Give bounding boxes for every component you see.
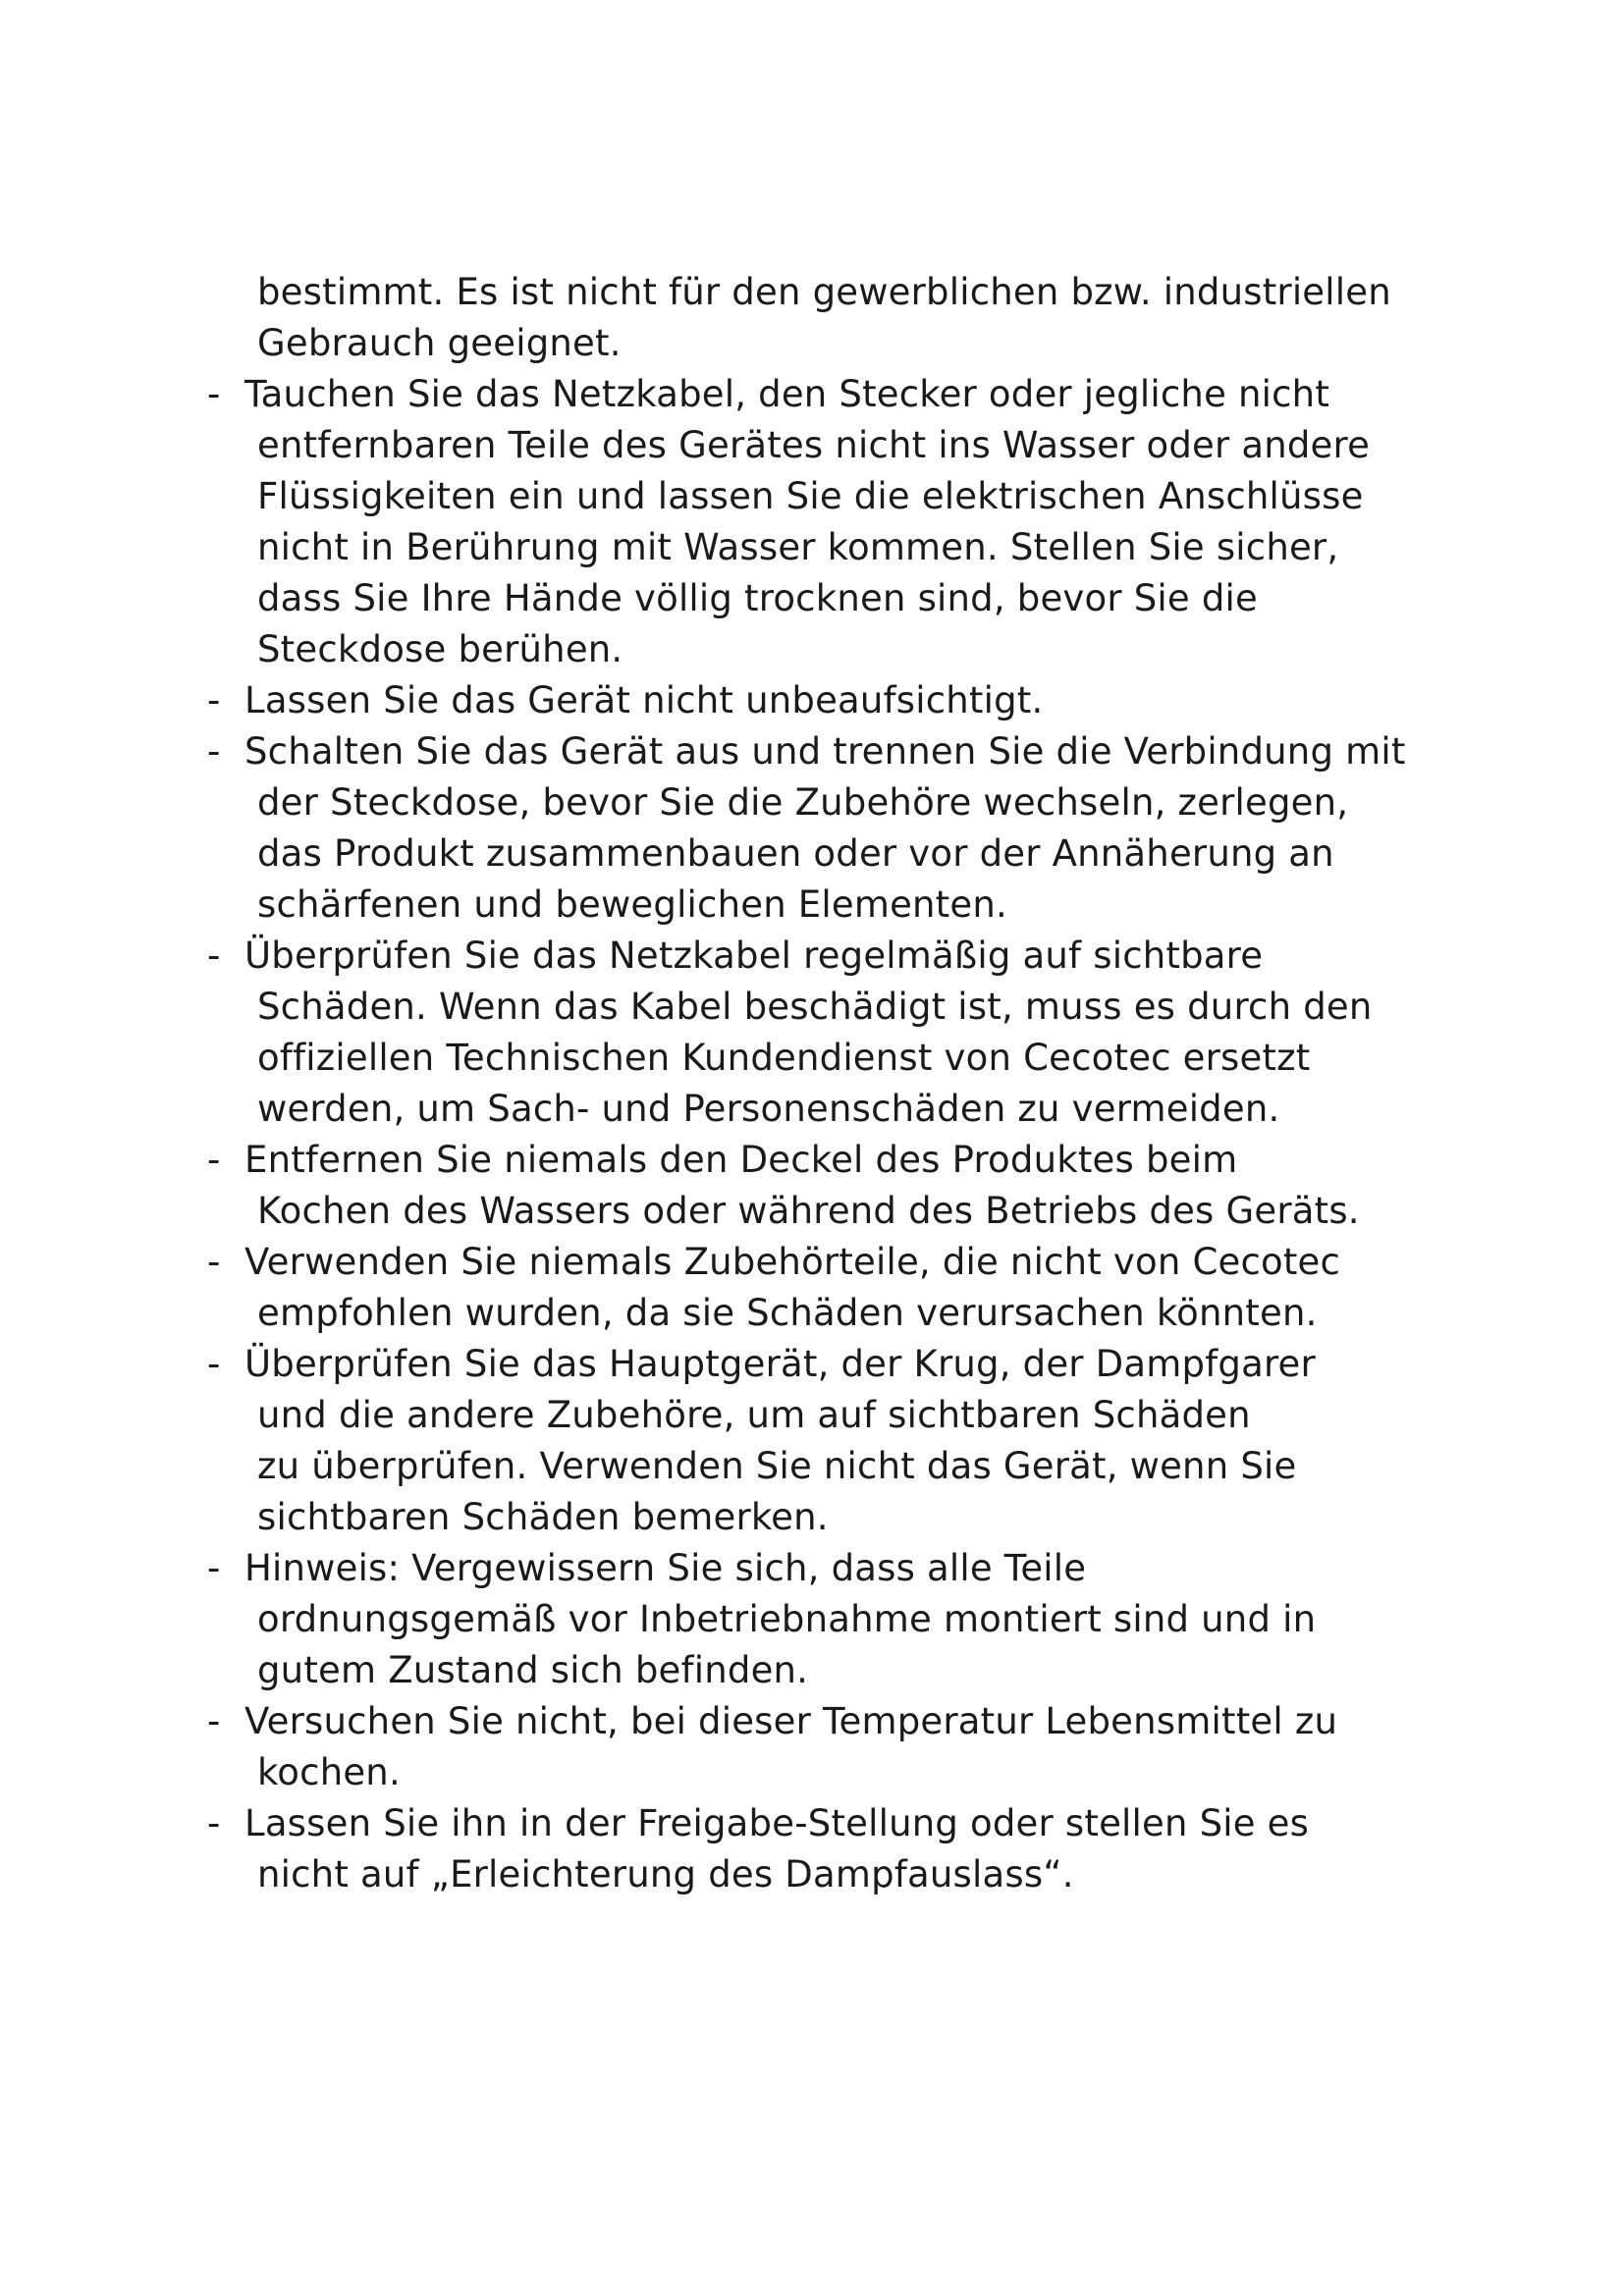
list-item-continuation: gutem Zustand sich befinden. bbox=[257, 1649, 809, 1691]
list-item-continuation: werden, um Sach- und Personenschäden zu vermeiden. bbox=[257, 1088, 1280, 1130]
list-item-text: Hinweis: Vergewissern Sie sich, dass alle Teile bbox=[244, 1547, 1087, 1589]
list-item-text: Überprüfen Sie das Netzkabel regelmäßig auf sichtbare bbox=[244, 934, 1264, 977]
list-item-text: Überprüfen Sie das Hauptgerät, der Krug, der Dampfgarer bbox=[244, 1343, 1316, 1385]
list-item-continuation: Steckdose berühen. bbox=[257, 628, 623, 670]
list-item-continuation: der Steckdose, bevor Sie die Zubehöre wechseln, zerlegen, bbox=[257, 781, 1349, 824]
bullet-dash: - bbox=[207, 1700, 221, 1742]
list-item-text: Lassen Sie das Gerät nicht unbeaufsichtigt. bbox=[244, 679, 1044, 721]
list-item-text: Versuchen Sie nicht, bei dieser Temperatur Lebensmittel zu bbox=[244, 1700, 1338, 1742]
list-item bbox=[207, 1798, 1309, 1849]
list-item-continuation: ordnungsgemäß vor Inbetriebnahme montiert sind und in bbox=[257, 1598, 1317, 1640]
list-item-continuation: das Produkt zusammenbauen oder vor der Annäherung an bbox=[257, 832, 1334, 875]
list-item-continuation: kochen. bbox=[257, 1751, 401, 1793]
list-item-continuation: entfernbaren Teile des Gerätes nicht ins Wasser oder andere bbox=[257, 424, 1371, 466]
list-item-text: Entfernen Sie niemals den Deckel des Produktes beim bbox=[244, 1139, 1238, 1181]
list-item-continuation: und die andere Zubehöre, um auf sichtbaren Schäden bbox=[257, 1394, 1251, 1436]
list-item-continuation: nicht in Berührung mit Wasser kommen. Stellen Sie sicher, bbox=[257, 526, 1339, 568]
list-item-continuation: empfohlen wurden, da sie Schäden verursachen könnten. bbox=[257, 1292, 1318, 1334]
list-item-text: Lassen Sie ihn in der Freigabe-Stellung oder stellen Sie es bbox=[244, 1802, 1310, 1844]
list-item-continuation: sichtbaren Schäden bemerken. bbox=[257, 1496, 829, 1538]
list-item bbox=[207, 1696, 1337, 1747]
bullet-dash: - bbox=[207, 373, 221, 415]
intro-line-1: bestimmt. Es ist nicht für den gewerblichen bzw. industriellen bbox=[257, 271, 1391, 313]
intro-line-2: Gebrauch geeignet. bbox=[257, 322, 622, 364]
list-item-continuation: dass Sie Ihre Hände völlig trocknen sind, bevor Sie die bbox=[257, 577, 1258, 619]
list-item bbox=[207, 931, 1263, 982]
list-item bbox=[207, 1237, 1340, 1288]
list-item-continuation: nicht auf „Erleichterung des Dampfauslass“. bbox=[257, 1853, 1074, 1896]
bullet-dash: - bbox=[207, 1139, 221, 1181]
list-item-text: Schalten Sie das Gerät aus und trennen Sie die Verbindung mit bbox=[244, 730, 1406, 773]
list-item bbox=[207, 1339, 1316, 1390]
bullet-dash: - bbox=[207, 934, 221, 977]
bullet-dash: - bbox=[207, 1343, 221, 1385]
list-item-continuation: zu überprüfen. Verwenden Sie nicht das Gerät, wenn Sie bbox=[257, 1445, 1297, 1487]
bullet-dash: - bbox=[207, 1802, 221, 1844]
list-item-continuation: Kochen des Wassers oder während des Betriebs des Geräts. bbox=[257, 1190, 1360, 1232]
list-item bbox=[207, 1135, 1237, 1186]
list-item-continuation: schärfenen und beweglichen Elementen. bbox=[257, 883, 1007, 926]
list-item-continuation: Flüssigkeiten ein und lassen Sie die elektrischen Anschlüsse bbox=[257, 475, 1364, 517]
list-item-continuation: offiziellen Technischen Kundendienst von Cecotec ersetzt bbox=[257, 1037, 1311, 1079]
list-item-text: Tauchen Sie das Netzkabel, den Stecker oder jegliche nicht bbox=[244, 373, 1330, 415]
bullet-dash: - bbox=[207, 1241, 221, 1283]
list-item-continuation: Schäden. Wenn das Kabel beschädigt ist, muss es durch den bbox=[257, 986, 1373, 1028]
list-item bbox=[207, 675, 1043, 726]
bullet-dash: - bbox=[207, 1547, 221, 1589]
list-item bbox=[207, 369, 1329, 420]
list-item bbox=[207, 1543, 1086, 1594]
list-item bbox=[207, 726, 1406, 777]
bullet-dash: - bbox=[207, 730, 221, 773]
bullet-dash: - bbox=[207, 679, 221, 721]
list-item-text: Verwenden Sie niemals Zubehörteile, die nicht von Cecotec bbox=[244, 1241, 1341, 1283]
